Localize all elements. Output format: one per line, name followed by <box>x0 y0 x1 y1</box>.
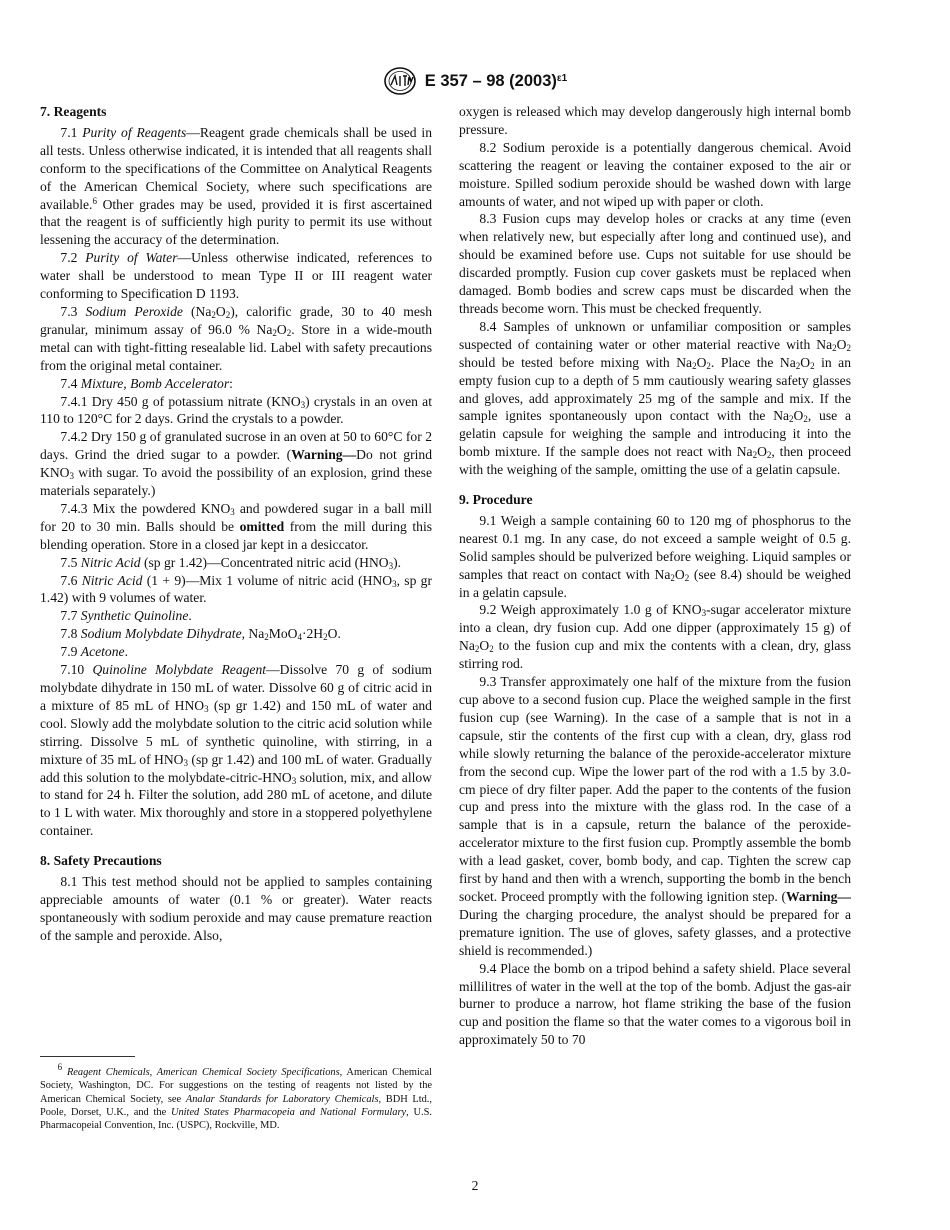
right-column <box>459 103 851 1049</box>
paragraph-7-10: 7.10 Quinoline Molybdate Reagent—Dissolve 70 g of sodium molybdate dihydrate in 150 mL of water. Dissolve 60 g of citric acid in a mixture of 85 mL of $HNO_3$ (sp gr 1.42) and 150 mL of water and cool. Slowly add the molybdate solution to the citric acid solution while stirring. Dissolve 5 mL of synthetic quinoline, with stirring, in a mixture of 35 mL of $HNO_3$ (sp gr 1.42) and 100 mL of water. Gradually add this solution to the molybdate-$citric-HNO_3$ solution, mix, and allow to stand for 24 h. Filter the solution, add 280 mL of acetone, and dilute to 1 L with water. Mix thoroughly and store in a stoppered polyethylene container. <box>40 662 433 839</box>
paragraph-7-9: 7.9 Acetone. <box>60 644 128 660</box>
paragraph-8-1: 8.1 This test method should not be applied to samples containing appreciable amounts of water (0.1 % or greater). Water reacts spontaneously with sodium peroxide and may cause premature reaction of the sample and peroxide. Also, <box>40 874 432 943</box>
paragraph-7-2: 7.2 Purity of Water—Unless otherwise indicated, references to water shall be understood to mean Type II or III reagent water conforming to Specification D 1193. <box>40 250 433 302</box>
paragraph-7-8: 7.8 Sodium Molybdate Dihydrate, $Na_2MoO_4\cdot 2H_2O$. <box>60 626 341 643</box>
footnote-6: $^6$ Reagent Chemicals, American Chemical Society Specifications, American Chemical Society, Washington, DC. For suggestions on the testing of reagents not listed by the American Chemical Society, see Analar Standards for Laboratory Chemicals, BDH Ltd., Poole, Dorset, U.K., and the United States Pharmacopeia and National Formulary, U.S. Pharmacopeial Convention, Inc. (USPC), Rockville, MD. <box>40 1062 433 1132</box>
section-9-heading: 9. Procedure <box>459 492 533 508</box>
paragraph-7-4: 7.4 Mixture, Bomb Accelerator: <box>60 375 233 391</box>
paragraph-8-2: 8.2 Sodium peroxide is a potentially dangerous chemical. Avoid scattering the reagent or leaving the container exposed to the air or moisture. Spilled sodium peroxide should be washed down with large amounts of water, and not wiped up with paper or cloth. <box>459 139 851 209</box>
paragraph-8-1-continued: oxygen is released which may develop dangerously high internal bomb pressure. <box>459 104 851 137</box>
paragraph-7-6: 7.6 Nitric Acid (1 + 9)—Mix 1 volume of nitric acid ($HNO_3$, sp gr 1.42) with 9 volumes of water. <box>40 572 433 606</box>
paragraph-7-4-1: 7.4.1 Dry 450 g of potassium nitrate $(KNO_3)$ crystals in an oven at 110 to 120°C for 2 days. Grind the crystals to a powder. <box>40 393 432 427</box>
paragraph-7-4-3: 7.4.3 Mix the powdered $KNO_3$ and powdered sugar in a ball mill for 20 to 30 min. Balls should be omitted from the mill during this blending operation. Store in a closed jar kept in a desiccator. <box>40 500 433 552</box>
page-header <box>0 66 950 101</box>
left-column <box>40 103 432 945</box>
paragraph-7-3: 7.3 Sodium Peroxide $(Na_2O_2)$, calorific grade, 30 to 40 mesh granular, minimum assay of 96.0 % $Na_2O_2$. Store in a wide-mouth metal can with tight-fitting resealable lid. Label with safety precautions from the original metal container. <box>40 303 433 373</box>
astm-logo-icon <box>383 66 417 96</box>
paragraph-8-4: 8.4 Samples of unknown or unfamiliar composition or samples suspected of containing water or other material reactive with $Na_2O_2$ should be tested before mixing with $Na_2O_2$. Place the $Na_2O_2$ in an empty fusion cup to a depth of 5 mm cautiously wearing safety glasses and gloves, add approximately 25 mg of the sample and mix. If the sample ignites spontaneously upon contact with the $Na_2O_2$, use a gelatin capsule for weighing the sample and introducing it into the bomb mixture. If the sample does not react with $Na_2O_2$, then proceed with the weighing of the sample, omitting the use of a gelatin capsule. <box>459 318 851 478</box>
section-7-heading: 7. Reagents <box>40 104 107 119</box>
page-number: 2 <box>471 1178 479 1193</box>
paragraph-7-4-2: 7.4.2 Dry 150 g of granulated sucrose in an oven at 50 to 60°C for 2 days. Grind the dried sugar to a powder. (Warning—Do not grind $KNO_3$ with sugar. To avoid the possibility of an explosion, grind these materials separately.) <box>40 429 432 499</box>
footnote-ref: 6 <box>92 195 97 206</box>
footnote-divider <box>40 1056 135 1057</box>
document-designation: E 357 – 98 $(2003)^{\varepsilon 1}$ <box>424 71 568 90</box>
paragraph-9-2: 9.2 Weigh approximately 1.0 g of $KNO_3$-sugar accelerator mixture into a clean, dry fusion cup. Add one dipper (approximately 15 g) of $Na_2O_2$ to the fusion cup and mix the contents with a clean, dry, glass stirring rod. <box>459 602 851 672</box>
paragraph-8-3: 8.3 Fusion cups may develop holes or cracks at any time (even when relatively new, but especially after long and continued use), and should be examined before use. Cups not suitable for use should be discarded promptly. Fusion cup cover gaskets must be replaced when damaged. Bomb bodies and screw caps must be discarded when the threads become worn. This must be checked frequently. <box>459 211 851 316</box>
warning-label: Warning— <box>786 888 851 904</box>
paragraph-9-1: 9.1 Weigh a sample containing 60 to 120 mg of phosphorus to the nearest 0.1 mg. In any case, do not exceed a sample weight of 0.5 g. Solid samples should be pulverized before weighing. Liquid samples or samples that react on contact with $Na_2O_2$ (see 8.4) should be weighed in a gelatin capsule. <box>459 512 851 600</box>
paragraph-7-5: 7.5 Nitric Acid (sp gr 1.42)—Concentrated nitric acid $(HNO_3)$. <box>60 554 402 571</box>
section-8-heading: 8. Safety Precautions <box>40 853 162 869</box>
paragraph-7-1: 7.1 Purity of Reagents—Reagent grade chemicals shall be used in all tests. Unless otherwise indicated, it is intended that all reagents shall conform to the specifications of the Committee on Analytical Reagents of the American Chemical Society, where such specifications are available.$^6$ Other grades may be used, provided it is first ascertained that the reagent is of sufficiently high purity to permit its use without lessening the accuracy of the determination. <box>40 124 432 248</box>
paragraph-9-4: 9.4 Place the bomb on a tripod behind a safety shield. Place several millilitres of water in the well at the top of the bomb. Adjust the gas-air burner to produce a narrow, hot flame striking the base of the fusion cup and position the flame so that the water comes to a vigorous boil in approximately 50 to 70 <box>459 960 851 1048</box>
paragraph-7-7: 7.7 Synthetic Quinoline. <box>60 608 192 624</box>
warning-label: Warning— <box>291 447 357 463</box>
designation-superscript: ε1 <box>556 72 568 84</box>
paragraph-9-3: 9.3 Transfer approximately one half of the mixture from the fusion cup above to a second fusion cup. Place the weighed sample in the first fusion cup (see Warning). In the case of a sample that is not in a capsule, stir the contents of the first cup with a clean, dry, glass rod while slowly returning the balance of the peroxide-accelerator mixture from the second cup. Wipe the lower part of the rod with a 1.5 by 3.0-cm piece of dry filter paper. Add the paper to the contents of the fusion cup and press into the mixture with the glass rod. In the case of a sample that is in a capsule, return the balance of the peroxide-accelerator mixture to the first fusion cup. Promptly assemble the bomb with a lead gasket, cover, bomb body, and cap. Tighten the screw cap first by hand and then with a wrench, supporting the bomb in the bench socket. Proceed promptly with the following ignition step. (Warning—During the charging procedure, the analyst should be prepared for a premature ignition. The use of gloves, safety glasses, and a protective shield is recommended.) <box>459 674 851 958</box>
